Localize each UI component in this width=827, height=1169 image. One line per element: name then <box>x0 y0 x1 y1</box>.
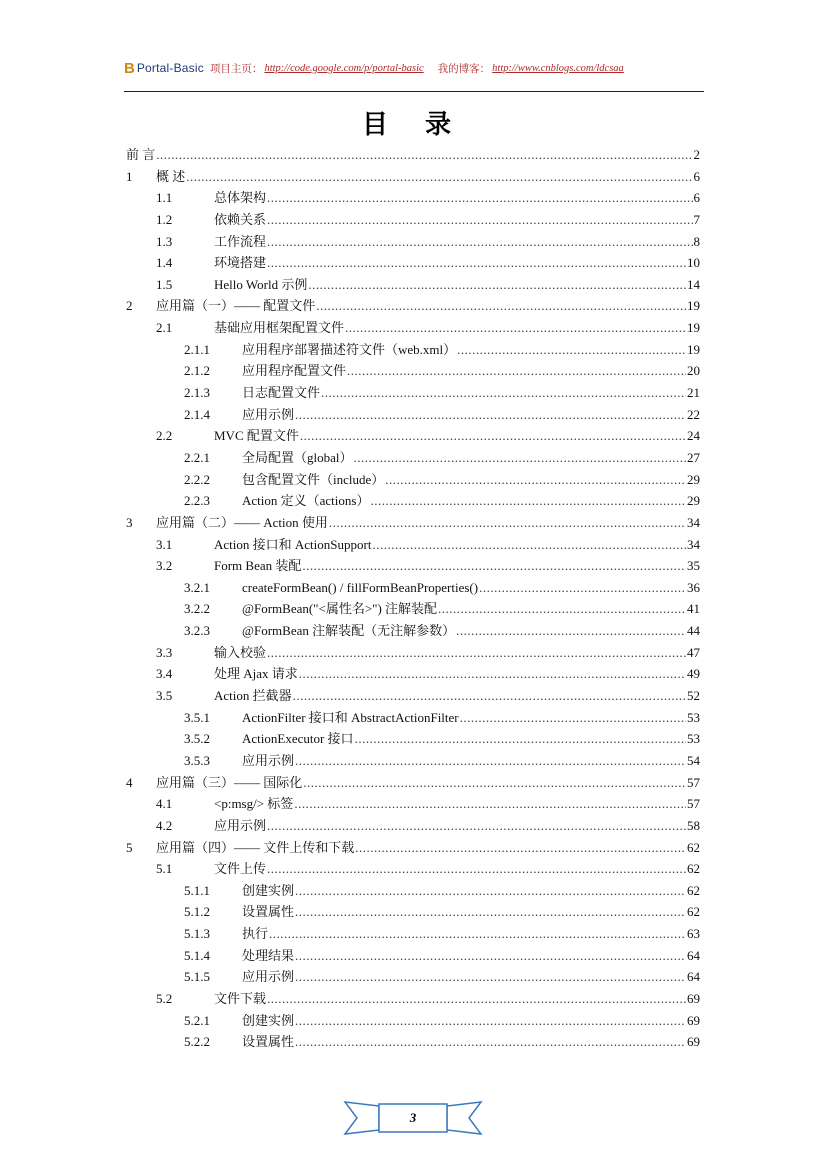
toc-entry-page: 22 <box>687 406 700 422</box>
toc-dot-leader <box>457 339 686 361</box>
toc-entry-page: 6 <box>693 190 700 206</box>
toc-dot-leader <box>267 252 686 274</box>
toc-entry-title: 创建实例 <box>242 1012 295 1028</box>
toc-entry[interactable] <box>126 231 700 253</box>
toc-entry-number: 2.2.1 <box>184 449 210 465</box>
toc-entry-title: ActionExecutor 接口 <box>242 731 354 747</box>
toc-entry-title: Hello World 示例 <box>214 276 308 292</box>
page-footer <box>343 1100 483 1136</box>
toc-dot-leader <box>345 317 686 339</box>
toc-entry[interactable] <box>126 360 700 382</box>
toc-entry-page: 64 <box>687 969 700 985</box>
toc-entry-page: 52 <box>687 688 700 704</box>
toc-dot-leader <box>321 382 686 404</box>
toc-entry-title: 应用程序配置文件 <box>242 363 347 379</box>
toc-entry-number: 3.2 <box>156 558 173 574</box>
toc-entry-title: Action 接口和 ActionSupport <box>214 536 372 552</box>
toc-entry[interactable] <box>126 945 700 967</box>
toc-entry[interactable] <box>126 1010 700 1032</box>
toc-entry-number: 2 <box>126 298 133 314</box>
toc-entry-number: 3.3 <box>156 644 173 660</box>
toc-entry-page: 62 <box>687 904 700 920</box>
toc-entry-page: 19 <box>687 298 700 314</box>
toc-entry[interactable] <box>126 880 700 902</box>
toc-entry[interactable] <box>126 144 700 166</box>
toc-entry-title: 应用示例 <box>242 406 295 422</box>
toc-entry-number: 2.1 <box>156 320 173 336</box>
toc-entry[interactable] <box>126 728 700 750</box>
toc-entry-title: Action 定义（actions） <box>242 493 370 509</box>
toc-dot-leader <box>267 209 692 231</box>
toc-entry-title: 应用示例 <box>242 752 295 768</box>
project-home-label: 项目主页： <box>209 63 263 75</box>
toc-entry-title: 环境搭建 <box>214 255 267 271</box>
toc-entry[interactable] <box>126 555 700 577</box>
toc-entry-page: 69 <box>687 1034 700 1050</box>
toc-entry-number: 2.1.1 <box>184 341 210 357</box>
toc-entry[interactable] <box>126 707 700 729</box>
toc-title: 目 录 <box>361 110 466 140</box>
toc-entry[interactable] <box>126 750 700 772</box>
toc-entry-title: 依赖关系 <box>214 211 267 227</box>
toc-entry-number: 2.2 <box>156 428 173 444</box>
toc-entry-title: 应用篇（二）—— Action 使用 <box>156 514 328 530</box>
page-header <box>124 56 704 80</box>
page-number: 3 <box>409 1110 417 1125</box>
toc-entry-page: 27 <box>687 449 700 465</box>
toc-entry-page: 58 <box>687 817 700 833</box>
toc-dot-leader <box>385 469 686 491</box>
toc-entry-page: 19 <box>687 320 700 336</box>
toc-entry-number: 3 <box>126 514 133 530</box>
toc-entry[interactable] <box>126 209 700 231</box>
toc-entry-title: ActionFilter 接口和 AbstractActionFilter <box>242 709 459 725</box>
toc-dot-leader <box>479 577 686 599</box>
toc-dot-leader <box>300 425 686 447</box>
toc-entry-title: 包含配置文件（include） <box>242 471 385 487</box>
toc-entry-number: 1.1 <box>156 190 173 206</box>
toc-entry-number: 3.2.1 <box>184 579 210 595</box>
toc-entry-title: 设置属性 <box>242 904 295 920</box>
toc-entry[interactable] <box>126 837 700 859</box>
toc-entry[interactable] <box>126 339 700 361</box>
toc-entry-title: 创建实例 <box>242 882 295 898</box>
toc-entry[interactable] <box>126 598 700 620</box>
toc-entry-page: 14 <box>687 276 700 292</box>
toc-dot-leader <box>186 166 692 188</box>
toc-entry-title: 全局配置（global） <box>242 449 353 465</box>
toc-entry-page: 6 <box>693 168 700 184</box>
toc-entry-page: 62 <box>687 882 700 898</box>
toc-entry[interactable] <box>126 1031 700 1053</box>
toc-entry[interactable] <box>126 642 700 664</box>
toc-entry-page: 53 <box>687 731 700 747</box>
toc-entry[interactable] <box>126 512 700 534</box>
toc-entry-number: 4 <box>126 774 133 790</box>
toc-entry-number: 5.2.1 <box>184 1012 210 1028</box>
toc-entry-number: 1.5 <box>156 276 173 292</box>
toc-entry[interactable] <box>126 901 700 923</box>
table-of-contents <box>126 144 700 1053</box>
toc-entry-title: 应用篇（四）—— 文件上传和下载 <box>156 839 355 855</box>
toc-entry[interactable] <box>126 317 700 339</box>
toc-entry-number: 3.5.1 <box>184 709 210 725</box>
toc-entry-page: 54 <box>687 752 700 768</box>
toc-entry-page: 21 <box>687 385 700 401</box>
toc-entry-page: 62 <box>687 839 700 855</box>
toc-entry-number: 4.2 <box>156 817 173 833</box>
toc-dot-leader <box>370 490 686 512</box>
toc-entry-title: 前 言 <box>126 147 156 162</box>
toc-entry-number: 1 <box>126 168 133 184</box>
toc-entry-title: 工作流程 <box>214 233 267 249</box>
toc-dot-leader <box>355 837 686 859</box>
toc-dot-leader <box>267 858 686 880</box>
toc-entry[interactable] <box>126 663 700 685</box>
toc-entry-number: 5.1.4 <box>184 947 210 963</box>
toc-entry-number: 3.1 <box>156 536 173 552</box>
toc-entry-number: 3.5.2 <box>184 731 210 747</box>
toc-entry-title: Action 拦截器 <box>214 688 292 704</box>
toc-dot-leader <box>295 750 686 772</box>
toc-dot-leader <box>347 360 686 382</box>
toc-entry-number: 3.5 <box>156 688 173 704</box>
toc-dot-leader <box>460 707 686 729</box>
toc-entry-title: 处理结果 <box>242 947 295 963</box>
toc-entry-page: 24 <box>687 428 700 444</box>
toc-dot-leader <box>269 923 686 945</box>
toc-dot-leader <box>156 144 692 166</box>
toc-entry-page: 44 <box>687 623 700 639</box>
toc-entry-title: 应用示例 <box>242 969 295 985</box>
toc-entry-page: 62 <box>687 861 700 877</box>
toc-entry-title: @FormBean("<属性名>") 注解装配 <box>242 601 438 617</box>
toc-entry-number: 5.1.1 <box>184 882 210 898</box>
toc-entry-number: 4.1 <box>156 796 173 812</box>
toc-entry[interactable] <box>126 425 700 447</box>
toc-entry-title: Form Bean 装配 <box>214 558 302 574</box>
header-divider <box>124 91 704 92</box>
toc-entry[interactable] <box>126 577 700 599</box>
toc-dot-leader <box>329 512 686 534</box>
toc-dot-leader <box>316 295 686 317</box>
toc-dot-leader <box>354 447 687 469</box>
toc-entry[interactable] <box>126 966 700 988</box>
toc-entry-number: 5.1.2 <box>184 904 210 920</box>
toc-dot-leader <box>293 685 686 707</box>
toc-entry-number: 1.2 <box>156 211 173 227</box>
toc-dot-leader <box>295 901 686 923</box>
toc-entry-title: 文件上传 <box>214 861 267 877</box>
toc-entry-page: 53 <box>687 709 700 725</box>
toc-entry-title: 处理 Ajax 请求 <box>214 666 298 682</box>
toc-entry-title: 应用篇（一）—— 配置文件 <box>156 298 316 314</box>
toc-entry-title: createFormBean() / fillFormBeanProperties() <box>242 579 479 595</box>
toc-entry[interactable] <box>126 166 700 188</box>
toc-dot-leader <box>267 988 686 1010</box>
toc-dot-leader <box>267 815 686 837</box>
toc-entry[interactable] <box>126 295 700 317</box>
toc-dot-leader <box>295 404 686 426</box>
toc-entry-page: 47 <box>687 644 700 660</box>
toc-entry-number: 3.5.3 <box>184 752 210 768</box>
toc-entry-title: @FormBean 注解装配（无注解参数） <box>242 623 456 639</box>
toc-entry-page: 8 <box>693 233 700 249</box>
toc-entry-title: 概 述 <box>156 168 186 184</box>
toc-entry-number: 5 <box>126 839 133 855</box>
toc-entry-page: 41 <box>687 601 700 617</box>
toc-dot-leader <box>302 555 686 577</box>
toc-entry-number: 3.2.3 <box>184 623 210 639</box>
toc-entry-title: 日志配置文件 <box>242 385 321 401</box>
toc-dot-leader <box>295 1010 686 1032</box>
toc-entry-page: 57 <box>687 796 700 812</box>
toc-entry[interactable] <box>126 252 700 274</box>
toc-dot-leader <box>295 966 686 988</box>
toc-entry-page: 10 <box>687 255 700 271</box>
toc-entry-number: 5.2.2 <box>184 1034 210 1050</box>
toc-dot-leader <box>438 598 686 620</box>
toc-entry-title: 总体架构 <box>214 190 267 206</box>
toc-entry-page: 29 <box>687 493 700 509</box>
toc-entry-title: 设置属性 <box>242 1034 295 1050</box>
toc-entry[interactable] <box>126 447 700 469</box>
toc-entry[interactable] <box>126 382 700 404</box>
toc-dot-leader <box>295 945 686 967</box>
toc-entry-number: 3.2.2 <box>184 601 210 617</box>
toc-entry-page: 35 <box>687 558 700 574</box>
logo-text: Portal-Basic <box>136 61 204 75</box>
toc-entry[interactable] <box>126 858 700 880</box>
toc-entry-page: 7 <box>693 211 700 227</box>
toc-entry-number: 2.2.3 <box>184 493 210 509</box>
toc-entry-number: 2.2.2 <box>184 471 210 487</box>
toc-entry-number: 1.3 <box>156 233 173 249</box>
toc-entry-title: 文件下载 <box>214 990 267 1006</box>
toc-entry[interactable] <box>126 490 700 512</box>
toc-entry-number: 2.1.4 <box>184 406 210 422</box>
toc-entry-page: 29 <box>687 471 700 487</box>
toc-entry-number: 5.2 <box>156 990 173 1006</box>
toc-entry[interactable] <box>126 187 700 209</box>
toc-dot-leader <box>355 728 686 750</box>
toc-entry[interactable] <box>126 793 700 815</box>
logo-mark: B <box>124 59 135 77</box>
toc-entry-page: 34 <box>687 514 700 530</box>
toc-entry-page: 69 <box>687 1012 700 1028</box>
toc-entry-title: MVC 配置文件 <box>214 428 299 444</box>
toc-entry-page: 2 <box>693 147 700 162</box>
toc-entry[interactable] <box>126 620 700 642</box>
toc-entry-page: 49 <box>687 666 700 682</box>
toc-entry-page: 20 <box>687 363 700 379</box>
toc-entry-number: 2.1.3 <box>184 385 210 401</box>
toc-dot-leader <box>308 274 686 296</box>
toc-entry-title: 应用篇（三）—— 国际化 <box>156 774 303 790</box>
toc-entry[interactable] <box>126 988 700 1010</box>
blog-label: 我的博客： <box>437 63 491 75</box>
toc-entry[interactable] <box>126 469 700 491</box>
toc-dot-leader <box>303 772 686 794</box>
toc-dot-leader <box>294 793 686 815</box>
toc-entry[interactable] <box>126 404 700 426</box>
toc-entry-number: 5.1.3 <box>184 926 210 942</box>
toc-entry-title: 应用示例 <box>214 817 267 833</box>
toc-entry[interactable] <box>126 923 700 945</box>
toc-entry[interactable] <box>126 685 700 707</box>
toc-entry-number: 2.1.2 <box>184 363 210 379</box>
toc-entry-title: <p:msg/> 标签 <box>214 796 294 812</box>
toc-entry-title: 输入校验 <box>214 644 267 660</box>
toc-entry-page: 36 <box>687 579 700 595</box>
toc-entry-title: 执行 <box>242 926 269 942</box>
toc-entry-number: 3.4 <box>156 666 173 682</box>
toc-entry-page: 63 <box>687 926 700 942</box>
toc-dot-leader <box>299 663 686 685</box>
toc-entry-number: 5.1.5 <box>184 969 210 985</box>
toc-entry-number: 1.4 <box>156 255 173 271</box>
toc-entry-page: 19 <box>687 341 700 357</box>
toc-entry-number: 5.1 <box>156 861 173 877</box>
toc-dot-leader <box>267 187 692 209</box>
toc-dot-leader <box>456 620 686 642</box>
toc-dot-leader <box>372 534 686 556</box>
toc-dot-leader <box>267 642 686 664</box>
toc-entry[interactable] <box>126 815 700 837</box>
toc-entry-page: 34 <box>687 536 700 552</box>
toc-dot-leader <box>295 880 686 902</box>
portal-basic-logo <box>124 60 204 77</box>
toc-dot-leader <box>295 1031 686 1053</box>
toc-entry-page: 57 <box>687 774 700 790</box>
toc-entry-page: 64 <box>687 947 700 963</box>
toc-entry-title: 基础应用框架配置文件 <box>214 320 345 336</box>
toc-entry-page: 69 <box>687 990 700 1006</box>
toc-dot-leader <box>267 231 692 253</box>
toc-entry-title: 应用程序部署描述符文件（web.xml） <box>242 341 457 357</box>
project-home-link[interactable]: http://code.google.com/p/portal-basic <box>264 62 424 74</box>
toc-entry[interactable] <box>126 534 700 556</box>
toc-entry[interactable] <box>126 772 700 794</box>
toc-entry[interactable] <box>126 274 700 296</box>
blog-link[interactable]: http://www.cnblogs.com/ldcsaa <box>492 62 624 74</box>
